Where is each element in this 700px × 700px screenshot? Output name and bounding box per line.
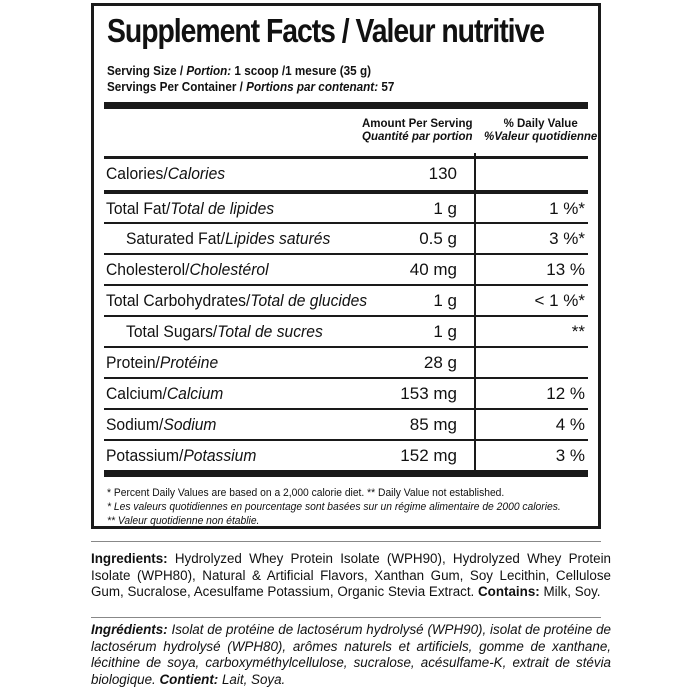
nutrient-row-total-sugars: Total Sugars/Total de sucres 1 g ** [104, 315, 588, 346]
ingredients-french: Ingrédients: Isolat de protéine de lactosérum hydrolysé (WPH90), isolat de protéine de lactosérum hydrolysé (WPH80), arômes naturels et artificiels, gomme de xanthane, lécithine de soya, carboxyméthylcellulose, sucralose, acésulfame-K, extrait de stévia biologique. Contient: Lait, Soya. [91, 622, 611, 687]
top-thick-divider [104, 102, 588, 109]
nutrient-row-total-carbohydrates: Total Carbohydrates/Total de glucides 1 g < 1 %* [104, 284, 588, 315]
footnote-daily-values: * Percent Daily Values are based on a 2,000 calorie diet. ** Daily Value not established. [107, 487, 505, 499]
nutrient-row-saturated-fat: Saturated Fat/Lipides saturés 0.5 g 3 %* [104, 222, 588, 253]
nutrient-row-total-fat: Total Fat/Total de lipides 1 g 1 %* [104, 190, 588, 221]
nutrient-row-potassium: Potassium/Potassium 152 mg 3 % [104, 439, 588, 470]
panel-title: Supplement Facts / Valeur nutritive [107, 12, 545, 49]
footnote-daily-values-fr: * Les valeurs quotidiennes en pourcentage sont basées sur un régime alimentaire de 2000 calories. [107, 501, 561, 513]
ingredients-english: Ingredients: Hydrolyzed Whey Protein Isolate (WPH90), Hydrolyzed Whey Protein Isolate (WPH80), Natural & Artificial Flavors, Xanthan Gum, Soy Lecithin, Cellulose Gum, Sucralose, Acesulfame Potassium, Organic Stevia Extract. Contains: Milk, Soy. [91, 551, 611, 599]
supplement-facts-panel [91, 3, 601, 529]
nutrient-row-calcium: Calcium/Calcium 153 mg 12 % [104, 377, 588, 408]
bottom-thick-divider [104, 470, 588, 477]
amount-per-serving-header: Amount Per Serving Quantité par portion [362, 118, 473, 143]
footnotes [107, 486, 561, 528]
serving-size: Serving Size / Portion: 1 scoop /1 mesure (35 g) [107, 63, 371, 78]
servings-per-container: Servings Per Container / Portions par contenant: 57 [107, 79, 395, 94]
nutrient-row-sodium: Sodium/Sodium 85 mg 4 % [104, 408, 588, 439]
nutrient-row-protein: Protein/Protéine 28 g [104, 346, 588, 377]
ingredients-divider-top [91, 541, 601, 542]
nutrient-row-calories: Calories/Calories 130 [104, 156, 588, 187]
nutrient-row-cholesterol: Cholesterol/Cholestérol 40 mg 13 % [104, 253, 588, 284]
ingredients-divider-middle [91, 617, 601, 618]
footnote-not-established-fr: ** Valeur quotidienne non établie. [107, 515, 260, 527]
daily-value-header: % Daily Value %Valeur quotidienne [484, 118, 598, 143]
